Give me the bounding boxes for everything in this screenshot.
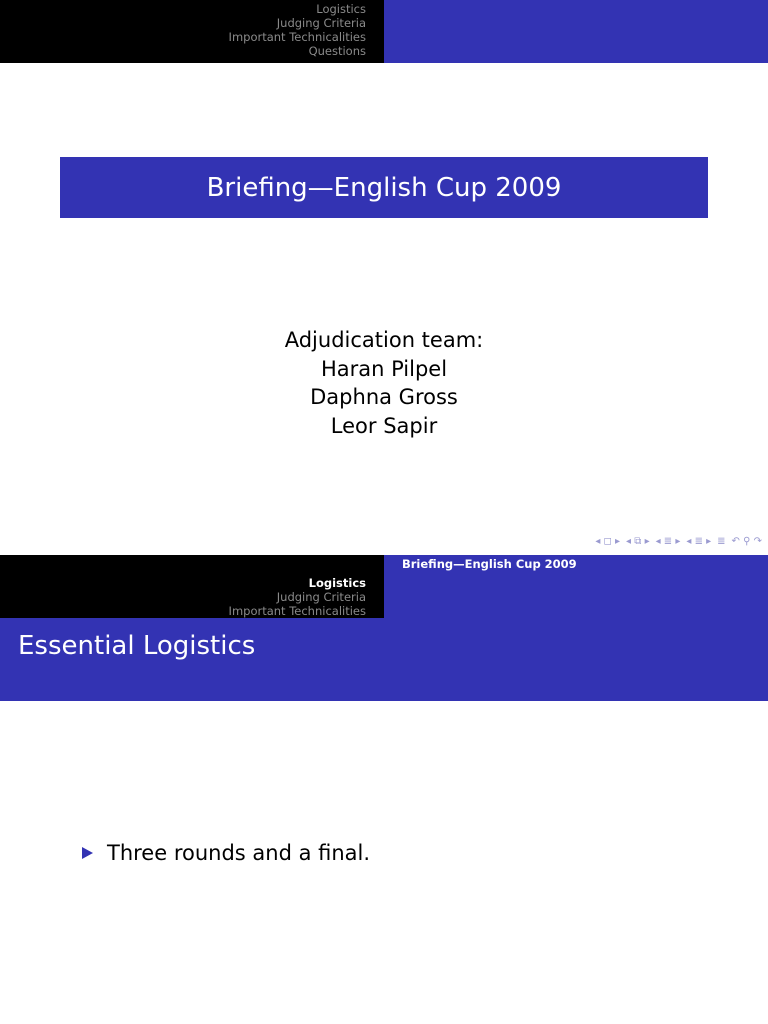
header-title-panel — [384, 555, 768, 618]
frame-title: Essential Logistics — [18, 631, 256, 661]
section-nav — [229, 2, 366, 58]
nav-item-logistics[interactable]: Logistics — [316, 2, 366, 16]
section-nav-icon[interactable]: ◂ ≣ ▸ — [655, 536, 681, 547]
nav-item-questions[interactable]: Questions — [308, 44, 366, 58]
frame-nav-icon[interactable]: ◂ ◻ ▸ — [595, 536, 621, 547]
nav-item-judging-criteria[interactable]: Judging Criteria — [276, 16, 366, 30]
header-nav-panel — [0, 555, 384, 618]
author-name: Leor Sapir — [330, 413, 438, 438]
author-block — [0, 326, 768, 440]
outline-icon[interactable]: ≣ — [717, 536, 726, 547]
nav-item-important-technicalities[interactable]: Important Technicalities — [228, 30, 366, 44]
search-back-forward-icon[interactable]: ↶ ⚲ ↷ — [731, 536, 762, 547]
author-name: Daphna Gross — [310, 385, 458, 409]
short-title: Briefing—English Cup 2009 — [402, 557, 577, 571]
nav-item-logistics[interactable]: Logistics — [308, 576, 366, 590]
author-heading: Adjudication team: — [284, 328, 484, 352]
bullet-triangle-icon — [82, 847, 93, 859]
nav-item-important-technicalities[interactable]: Important Technicalities — [228, 604, 366, 618]
list-item-text: Three rounds and a final. — [107, 841, 371, 865]
logistics-slide — [0, 555, 768, 1024]
presentation-title: Briefing—English Cup 2009 — [206, 172, 562, 203]
author-name: Haran Pilpel — [320, 356, 448, 381]
nav-item-judging-criteria[interactable]: Judging Criteria — [276, 590, 366, 604]
subsection-nav-icon[interactable]: ◂ ⧉ ▸ — [626, 536, 650, 547]
frame-title-bar — [0, 618, 768, 701]
header-title-panel — [384, 0, 768, 63]
document-nav-icon[interactable]: ◂ ≣ ▸ — [686, 536, 712, 547]
header-nav-panel — [0, 0, 384, 63]
title-box — [60, 157, 708, 218]
list-item — [82, 841, 370, 865]
beamer-navigation-symbols — [595, 536, 762, 547]
